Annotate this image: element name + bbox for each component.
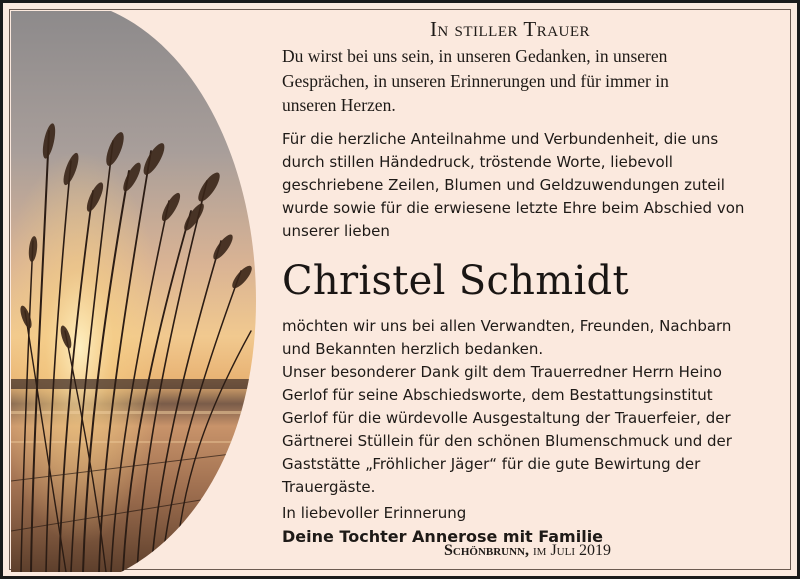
- signature: Deine Tochter Annerose mit Familie: [282, 526, 604, 546]
- place-date: [444, 542, 611, 560]
- thanks-closing: [282, 315, 782, 361]
- memory-line: In liebevoller Erinnerung: [282, 503, 467, 522]
- text-line: Unser besonderer Dank gilt dem Trauerredner Herrn Heino: [282, 362, 722, 381]
- poem-line: unseren Herzen.: [282, 95, 396, 115]
- poem-line: Gesprächen, in unseren Erinnerungen und für immer in: [282, 70, 669, 91]
- text-line: Gerlof für seine Abschiedsworte, dem Bestattungsinstitut: [282, 385, 713, 404]
- thanks-intro: [282, 128, 782, 243]
- text-line: Gärtnerei Stüllein für den schönen Blumenschmuck und der: [282, 431, 732, 450]
- text-line: wurde sowie für die erwiesene letzte Ehre beim Abschied von: [282, 198, 745, 217]
- text-line: Trauergäste.: [282, 477, 376, 496]
- text-line: und Bekannten herzlich bedanken.: [282, 339, 544, 358]
- poem-line: Du wirst bei uns sein, in unseren Gedanken, in unseren: [282, 46, 668, 66]
- special-thanks: [282, 361, 782, 499]
- date: im Juli 2019: [529, 542, 611, 559]
- place: Schönbrunn,: [443, 542, 529, 559]
- text-line: Gaststätte „Fröhlicher Jäger“ für die gute Bewirtung der: [282, 454, 701, 473]
- text-column: [282, 17, 782, 549]
- text-line: Gerlof für die würdevolle Ausgestaltung der Trauerfeier, der: [282, 408, 731, 427]
- text-line: Für die herzliche Anteilnahme und Verbundenheit, die uns: [282, 129, 719, 148]
- text-line: durch stillen Händedruck, tröstende Worte, liebevoll: [282, 152, 673, 171]
- text-line: unserer lieben: [282, 221, 390, 240]
- text-line: möchten wir uns bei allen Verwandten, Freunden, Nachbarn: [282, 316, 732, 335]
- reed-sunset-photo: [11, 11, 256, 572]
- heading: In stiller Trauer: [429, 17, 591, 41]
- poem: [282, 44, 782, 118]
- deceased-name: Christel Schmidt: [282, 257, 629, 304]
- text-line: geschriebene Zeilen, Blumen und Geldzuwendungen zuteil: [282, 175, 725, 194]
